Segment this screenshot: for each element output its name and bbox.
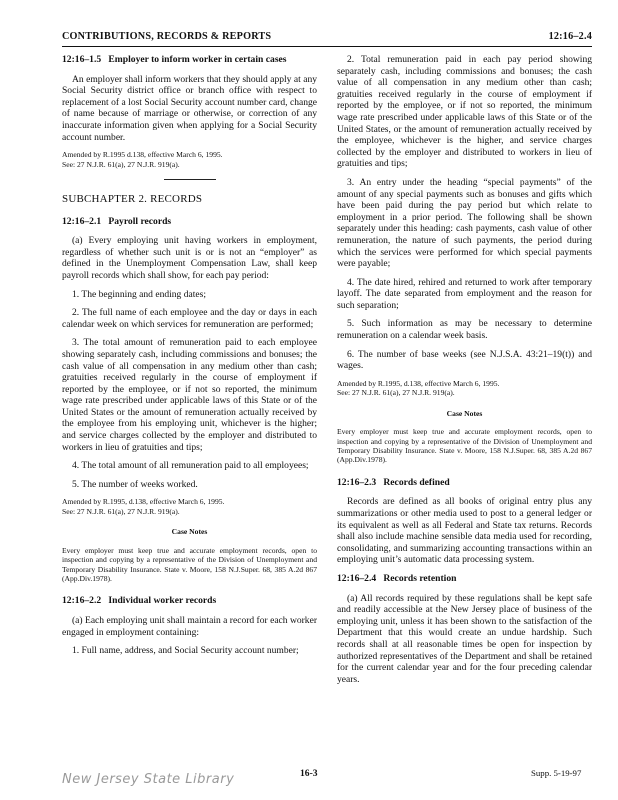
library-watermark: New Jersey State Library [62,772,235,787]
amendment-note [62,497,317,516]
section-number: 12:16–2.1 [62,215,102,227]
see-line: See: 27 N.J.R. 61(a), 27 N.J.R. 919(a). [62,506,180,516]
section-number: 12:16–2.4 [337,573,377,585]
header-section-range: 12:16–2.4 [548,31,592,42]
section-heading-2-2 [62,595,317,607]
list-item: 4. The date hired, rehired and returned to work after temporary layoff. The date separated from employment and the reason for such separation; [337,276,592,311]
list-item: 4. The total amount of all remuneration paid to all employees; [72,460,309,472]
section-heading-2-3 [337,477,592,489]
section-number: 12:16–2.3 [337,476,377,488]
supplement-date: Supp. 5-19-97 [531,768,582,778]
section-number: 12:16–1.5 [62,54,102,65]
section-heading-2-4 [337,573,592,585]
list-item: 3. The total amount of remuneration paid to each employee showing separately cash, including commissions and bonuses; the cash value of all compensation in any medium other than cash; gratuities received regularly in the course of employment if reported by the employee, or if not so reported, the minimum wage rate prescribed under applicable laws of this State or of the United States or the amount of remuneration actually received by the employee from his employing unit, whichever is the higher; and service charges collected by the employer and distributed to workers in lieu of gratuities and tips; [62,337,317,453]
paragraph: Records are defined as all books of original entry plus any summarizations or other media used to post to a general ledger or its equivalent as well as all Federal and State tax returns. Records shall also include machine sensible data media used for recording, consolidating, and summarizing accounting transactions within an employing unit’s automatic data processing system. [337,496,592,566]
section-title: Individual worker records [108,595,217,607]
list-item: 3. An entry under the heading “special payments” of the amount of any special payments such as bonuses and gifts which have been paid during the pay period but which relate to employment in a prior period. The following shall be shown separately under this heading: cash payments, cash value of other remuneration, the nature of such payments, the period during which the services were performed for which special payments were payable; [337,176,592,270]
case-notes-title: Case Notes [171,527,208,537]
section-title: Payroll records [108,215,172,227]
amendment-line: Amended by R.1995 d.138, effective March 6, 1995. [62,150,223,160]
divider [164,179,216,180]
left-column [62,54,317,664]
section-title: Employer to inform worker in certain cases [108,54,287,65]
case-notes-body: Every employer must keep true and accurate employment records, open to inspection and copying by a representative of the Division of Unemployment and Temporary Disability Insurance. State v. Moore, 158 N.J.Super. 68, 385 A.2d 867 (App.Div.1978). [62,545,317,584]
header-chapter-title: CONTRIBUTIONS, RECORDS & REPORTS [62,31,272,42]
section-number: 12:16–2.2 [62,595,102,607]
section-title: Records retention [383,573,457,585]
amendment-line: Amended by R.1995, d.138, effective March 6, 1995. [337,378,500,388]
case-notes-body: Every employer must keep true and accurate employment records, open to inspection and copying by a representative of the Division of Unemployment and Temporary Disability Insurance. State v. Moore, 158 N.J.Super. 68, 385 A.2d 867 (App.Div.1978). [337,427,592,465]
list-item: 2. The full name of each employee and the day or days in each calendar week on which services for remuneration are performed; [62,307,317,330]
list-item: 1. Full name, address, and Social Security account number; [72,645,299,657]
paragraph: (a) Every employing unit having workers in employment, regardless of whether such unit is or is not an “employer” as defined in the Unemployment Compensation Law, shall keep payroll records which shall show, for each pay period: [62,235,317,281]
see-line: See: 27 N.J.R. 61(a), 27 N.J.R. 919(a). [337,388,455,398]
paragraph: (a) Each employing unit shall maintain a record for each worker engaged in employment containing: [62,615,317,638]
right-column [337,54,592,692]
see-line: See: 27 N.J.R. 61(a), 27 N.J.R. 919(a). [62,159,180,169]
list-item: 2. Total remuneration paid in each pay period showing separately cash, including commissions and bonuses; the cash value of all compensation in any medium other than cash; gratuities received regularly in the course of employment if reported by the employee, or if not so reported, the minimum wage rate prescribed under applicable laws of this State or of the United States, or the amount of remuneration actually received by the employee, whichever is the higher, and service charges collected by the employer and distributed to workers in lieu of gratuities and tips; [337,54,592,170]
list-item: 1. The beginning and ending dates; [72,288,206,300]
case-notes-title: Case Notes [446,408,483,418]
running-header [62,30,592,47]
subchapter-heading: SUBCHAPTER 2. RECORDS [62,192,203,205]
list-item: 5. The number of weeks worked. [72,478,198,490]
paragraph: An employer shall inform workers that they should apply at any Social Security district office or branch office with respect to replacement of a lost Social Security account number card, change of name because of marriage or otherwise, or correction of any inaccurate information given when applying for a Social Security account number. [62,73,317,143]
amendment-note [337,379,592,398]
list-item: 5. Such information as may be necessary to determine remuneration on a calendar week basis. [337,318,592,342]
amendment-line: Amended by R.1995, d.138, effective March 6, 1995. [62,497,225,507]
list-item: 6. The number of base weeks (see N.J.S.A. 43:21–19(t)) and wages. [337,348,592,372]
section-heading-2-1 [62,216,317,228]
section-title: Records defined [383,476,450,488]
section-heading-1-5 [62,54,317,66]
paragraph: (a) All records required by these regulations shall be kept safe and readily accessible at the New Jersey place of business of the employing unit, unless it has been shown to the satisfaction of the Department that this would create an undue hardship. Such records shall at all reasonable times be open for inspection by authorized representatives of the Department and shall be retained for the current calendar year and for the four preceding calendar years. [337,592,592,685]
page-number: 16-3 [300,768,318,779]
amendment-note [62,150,317,169]
